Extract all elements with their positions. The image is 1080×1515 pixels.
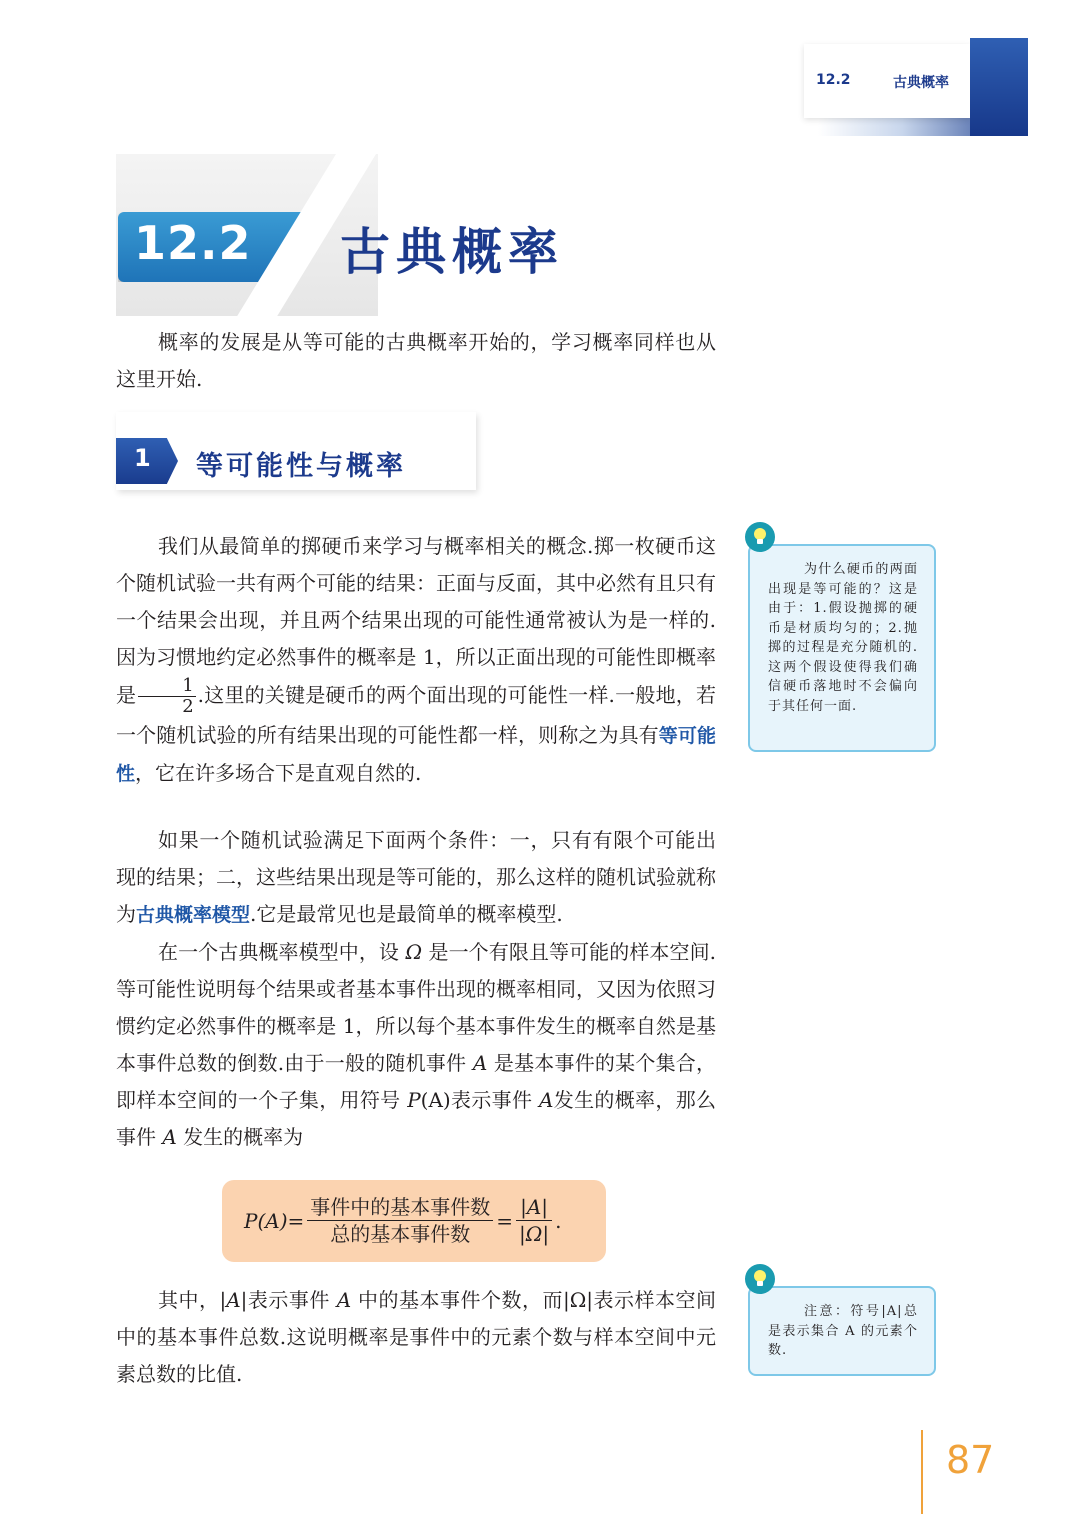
symbol-p: P (407, 1088, 421, 1112)
p3-text-e: 发生的概率，那么事件 (116, 1088, 717, 1149)
symbol-a: A (162, 1125, 177, 1149)
formula-numerator: 事件中的基本事件数 (307, 1194, 493, 1221)
formula-period: . (555, 1208, 562, 1233)
p3-text-f: 发生的概率为 (183, 1125, 304, 1149)
section-number: 12.2 (134, 216, 252, 270)
probability-formula (244, 1194, 561, 1247)
paragraph-classical-model (116, 822, 716, 934)
term-classical-probability-model: 古典概率模型 (136, 904, 251, 926)
p1-text-c: ，它在许多场合下是直观自然的. (135, 761, 422, 785)
paragraph-equal-likelihood (116, 528, 716, 793)
p2-text-b: .它是最常见也是最简单的概率模型. (250, 902, 563, 926)
side-note-coin (748, 544, 936, 752)
formula-numerator-symbol: |A| (516, 1194, 552, 1221)
intro-paragraph: 概率的发展是从等可能的古典概率开始的，学习概率同样也从这里开始. (116, 330, 716, 391)
side-note-notation (748, 1286, 936, 1376)
formula-denominator: 总的基本事件数 (330, 1222, 471, 1246)
page-number-rule (921, 1430, 923, 1514)
term-equal-likelihood: 等可能性 (116, 725, 716, 785)
formula-fraction-symbols (516, 1194, 552, 1247)
p4-text-a: 其中，| (158, 1288, 227, 1312)
section-title: 古典概率 (340, 223, 564, 281)
p4-text-b: |表示事件 (240, 1288, 330, 1312)
p3-text-c: 是基本事件的某个集合，即样本空间的一个子集，用符号 (116, 1051, 717, 1112)
fraction-numerator: 1 (138, 676, 195, 697)
fraction-one-half (138, 676, 195, 717)
p3-text-b: 是一个有限且等可能的样本空间.等可能性说明每个结果或者基本事件出现的概率相同，又因为依照习惯约定必然事件的概率是 1，所以每个基本事件发生的概率自然是基本事件总数的倒数.由于一般的随机事件 (116, 940, 717, 1075)
formula-lhs: P(A)= (244, 1208, 305, 1233)
p1-text-b: .这里的关键是硬币的两个面出现的可能性一样.一般地，若一个随机试验的所有结果出现的可能性都一样，则称之为具有 (116, 683, 716, 747)
p1-text-a: 我们从最简单的掷硬币来学习与概率相关的概念.掷一枚硬币这个随机试验一共有两个可能的结果：正面与反面，其中必然有且只有一个结果会出现，并且两个结果出现的可能性通常被认为是一样的.因为习惯地约定必然事件的概率是 1，所以正面出现的可能性即概率是 (116, 534, 716, 707)
page-number: 87 (946, 1438, 995, 1482)
p3-text-a: 在一个古典概率模型中，设 (158, 940, 399, 964)
symbol-a: A (336, 1288, 352, 1312)
symbol-a: A (539, 1088, 554, 1112)
paragraph-ratio-explanation (116, 1282, 716, 1393)
formula-equals: = (496, 1208, 514, 1233)
header-color-bar (970, 38, 1028, 136)
formula-denominator-symbol: |Ω| (519, 1222, 550, 1246)
subsection-number: 1 (134, 444, 151, 472)
paragraph-probability-definition (116, 934, 716, 1156)
running-header-number: 12.2 (816, 72, 851, 88)
formula-fraction-words (307, 1194, 493, 1247)
p4-text-c: 中的基本事件个数，而|Ω|表示样本空间中的基本事件总数.这说明概率是事件中的元素个数与样本空间中元素总数的比值. (116, 1288, 716, 1386)
side-note-notation-text: 注意：符号|A|总是表示集合 A 的元素个数. (768, 1304, 918, 1358)
p3-text-d: (A)表示事件 (420, 1088, 533, 1112)
subsection-title: 等可能性与概率 (196, 451, 406, 482)
running-header-title: 古典概率 (893, 75, 949, 91)
symbol-a: A (472, 1051, 488, 1075)
p2-text-a: 如果一个随机试验满足下面两个条件：一，只有有限个可能出现的结果；二，这些结果出现是等可能的，那么这样的随机试验就称为 (116, 828, 716, 926)
fraction-denominator: 2 (182, 696, 194, 717)
lightbulb-icon (745, 522, 775, 552)
symbol-omega: Ω (405, 940, 423, 964)
lightbulb-icon (745, 1264, 775, 1294)
side-note-coin-text: 为什么硬币的两面出现是等可能的？这是由于：1.假设抛掷的硬币是材质均匀的；2.抛掷的过程是充分随机的.这两个假设使得我们确信硬币落地时不会偏向于其任何一面. (768, 562, 918, 714)
symbol-a: A (226, 1288, 241, 1312)
